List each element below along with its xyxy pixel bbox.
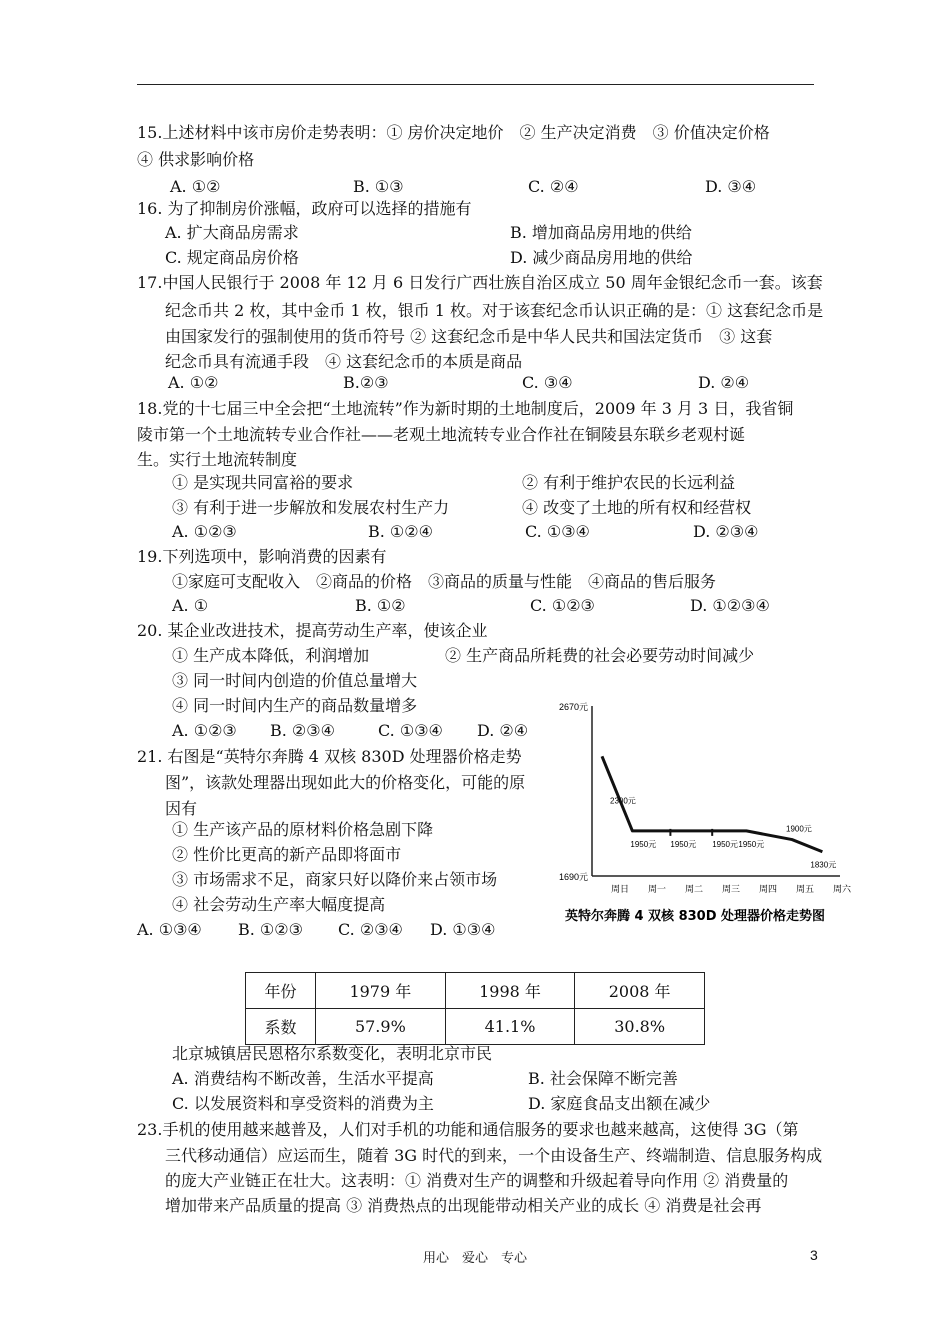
q17-stem-line1: 17.中国人民银行于 2008 年 12 月 6 日发行广西壮族自治区成立 50 周年金银纪念币一套。该套 bbox=[137, 273, 823, 292]
q21-item-1: ① 生产该产品的原材料价格急剧下降 bbox=[172, 820, 434, 839]
table-header-row bbox=[246, 973, 705, 1009]
q20-option-b[interactable]: B. ②③④ bbox=[270, 721, 335, 740]
x-tick-label: 周三 bbox=[721, 884, 741, 894]
q21-option-d[interactable]: D. ①③④ bbox=[430, 920, 496, 939]
q17-option-c[interactable]: C. ③④ bbox=[522, 373, 573, 392]
q19-option-d[interactable]: D. ①②③④ bbox=[690, 596, 770, 615]
q20-item-4: ④ 同一时间内生产的商品数量增多 bbox=[172, 696, 418, 715]
table-cell: 2008 年 bbox=[575, 973, 705, 1009]
q20-option-d[interactable]: D. ②④ bbox=[477, 721, 529, 740]
q15-option-d[interactable]: D. ③④ bbox=[705, 177, 757, 196]
data-label: 1950元 bbox=[712, 839, 738, 849]
q21-stem-line2: 图”，该款处理器出现如此大的价格变化，可能的原 bbox=[165, 773, 526, 792]
q23-stem-line1: 23.手机的使用越来越普及，人们对手机的功能和通信服务的要求也越来越高，这使得 3G（第 bbox=[137, 1120, 799, 1139]
data-label: 1900元 bbox=[786, 824, 812, 834]
table-cell: 1979 年 bbox=[316, 973, 446, 1009]
data-label: 1950元 bbox=[670, 839, 697, 849]
x-tick-label: 周日 bbox=[610, 884, 630, 894]
q15-option-a[interactable]: A. ①② bbox=[170, 177, 221, 196]
q21-option-a[interactable]: A. ①③④ bbox=[137, 920, 202, 939]
q21-item-4: ④ 社会劳动生产率大幅度提高 bbox=[172, 895, 386, 914]
q23-stem-line3: 的庞大产业链正在壮大。这表明：① 消费对生产的调整和升级起着导向作用 ② 消费量的 bbox=[165, 1171, 789, 1190]
q22-option-c[interactable]: C. 以发展资料和享受资料的消费为主 bbox=[172, 1094, 434, 1113]
footer-motto: 用心 爱心 专心 bbox=[422, 1251, 527, 1266]
q18-stem-line1: 18.党的十七届三中全会把“土地流转”作为新时期的土地制度后，2009 年 3 月 3 日，我省铜 bbox=[137, 399, 794, 418]
q16-option-b[interactable]: B. 增加商品房用地的供给 bbox=[510, 223, 692, 242]
x-tick-label: 周六 bbox=[832, 884, 852, 894]
x-tick-label: 周五 bbox=[795, 884, 815, 894]
q21-item-3: ③ 市场需求不足，商家只好以降价来占领市场 bbox=[172, 870, 498, 889]
q22-option-d[interactable]: D. 家庭食品支出额在减少 bbox=[528, 1094, 711, 1113]
q21-stem-line1: 21. 右图是“英特尔奔腾 4 双核 830D 处理器价格走势 bbox=[137, 747, 522, 766]
q18-item-1: ① 是实现共同富裕的要求 bbox=[172, 473, 354, 492]
x-tick-label: 周一 bbox=[647, 884, 667, 894]
q19-option-a[interactable]: A. ① bbox=[172, 596, 209, 615]
q17-option-a[interactable]: A. ①② bbox=[168, 373, 219, 392]
page-number: 3 bbox=[810, 1247, 818, 1263]
q20-option-a[interactable]: A. ①②③ bbox=[172, 721, 237, 740]
engel-coefficient-table bbox=[245, 972, 705, 1045]
q20-item-3: ③ 同一时间内创造的价值总量增大 bbox=[172, 671, 418, 690]
q21-stem-line3: 因有 bbox=[165, 799, 198, 818]
q23-stem-line4: 增加带来产品质量的提高 ③ 消费热点的出现能带动相关产业的成长 ④ 消费是社会再 bbox=[165, 1196, 762, 1215]
q16-option-a[interactable]: A. 扩大商品房需求 bbox=[165, 223, 299, 242]
q18-option-a[interactable]: A. ①②③ bbox=[172, 522, 237, 541]
data-label: 2300元 bbox=[610, 796, 636, 806]
q20-item-1: ① 生产成本降低，利润增加 bbox=[172, 646, 370, 665]
q19-stem: 19.下列选项中，影响消费的因素有 bbox=[137, 547, 387, 566]
q19-option-b[interactable]: B. ①② bbox=[355, 596, 406, 615]
q20-stem: 20. 某企业改进技术，提高劳动生产率，使该企业 bbox=[137, 621, 488, 640]
q17-option-b[interactable]: B.②③ bbox=[343, 373, 389, 392]
q15-option-b[interactable]: B. ①③ bbox=[353, 177, 404, 196]
q20-option-c[interactable]: C. ①③④ bbox=[378, 721, 443, 740]
q19-items: ①家庭可支配收入 ②商品的价格 ③商品的质量与性能 ④商品的售后服务 bbox=[172, 572, 717, 591]
q18-stem-line3: 生。实行土地流转制度 bbox=[137, 450, 298, 469]
q16-option-d[interactable]: D. 减少商品房用地的供给 bbox=[510, 248, 693, 267]
q19-option-c[interactable]: C. ①②③ bbox=[530, 596, 595, 615]
table-cell: 系数 bbox=[246, 1009, 316, 1045]
q20-item-2: ② 生产商品所耗费的社会必要劳动时间减少 bbox=[445, 646, 755, 665]
q22-stem: 北京城镇居民恩格尔系数变化，表明北京市民 bbox=[172, 1044, 493, 1063]
price-trend-chart bbox=[545, 690, 852, 930]
q21-option-b[interactable]: B. ①②③ bbox=[238, 920, 303, 939]
table-cell: 30.8% bbox=[575, 1009, 705, 1045]
q21-item-2: ② 性价比更高的新产品即将面市 bbox=[172, 845, 402, 864]
q18-stem-line2: 陵市第一个土地流转专业合作社——老观土地流转专业合作社在铜陵县东联乡老观村诞 bbox=[137, 425, 746, 444]
table-cell: 1998 年 bbox=[445, 973, 575, 1009]
data-label: 1830元 bbox=[810, 860, 837, 870]
x-tick-label: 周四 bbox=[758, 884, 778, 894]
chart-title: 英特尔奔腾 4 双核 830D 处理器价格走势图 bbox=[564, 909, 826, 924]
q15-stem-line2: ④ 供求影响价格 bbox=[137, 150, 255, 169]
q21-option-c[interactable]: C. ②③④ bbox=[338, 920, 403, 939]
q22-option-a[interactable]: A. 消费结构不断改善，生活水平提高 bbox=[172, 1069, 434, 1088]
table-row bbox=[246, 1009, 705, 1045]
q16-option-c[interactable]: C. 规定商品房价格 bbox=[165, 248, 299, 267]
q18-option-d[interactable]: D. ②③④ bbox=[693, 522, 759, 541]
q22-option-b[interactable]: B. 社会保障不断完善 bbox=[528, 1069, 678, 1088]
y-tick-label-top: 2670元 bbox=[558, 702, 588, 712]
y-tick-label-bottom: 1690元 bbox=[558, 872, 588, 882]
q18-item-3: ③ 有利于进一步解放和发展农村生产力 bbox=[172, 498, 450, 517]
q18-option-c[interactable]: C. ①③④ bbox=[525, 522, 590, 541]
q15-option-c[interactable]: C. ②④ bbox=[528, 177, 579, 196]
data-label: 1950元 bbox=[630, 839, 657, 849]
q17-option-d[interactable]: D. ②④ bbox=[698, 373, 750, 392]
q18-item-2: ② 有利于维护农民的长远利益 bbox=[522, 473, 736, 492]
q17-stem-line3: 由国家发行的强制使用的货币符号 ② 这套纪念币是中华人民共和国法定货币 ③ 这套 bbox=[165, 327, 773, 346]
q17-stem-line2: 纪念币共 2 枚，其中金币 1 枚，银币 1 枚。对于该套纪念币认识正确的是：① 这套纪念币是 bbox=[165, 301, 824, 320]
q18-item-4: ④ 改变了土地的所有权和经营权 bbox=[522, 498, 752, 517]
table-cell: 57.9% bbox=[316, 1009, 446, 1045]
q17-stem-line4: 纪念币具有流通手段 ④ 这套纪念币的本质是商品 bbox=[165, 352, 523, 371]
x-tick-label: 周二 bbox=[684, 884, 704, 894]
q15-stem-line1: 15.上述材料中该市房价走势表明：① 房价决定地价 ② 生产决定消费 ③ 价值决定价格 bbox=[137, 123, 770, 142]
q18-option-b[interactable]: B. ①②④ bbox=[368, 522, 433, 541]
table-cell: 41.1% bbox=[445, 1009, 575, 1045]
table-cell: 年份 bbox=[246, 973, 316, 1009]
data-label: 1950元 bbox=[738, 839, 765, 849]
q23-stem-line2: 三代移动通信）应运而生，随着 3G 时代的到来，一个由设备生产、终端制造、信息服务构成 bbox=[165, 1146, 823, 1165]
header-rule bbox=[137, 84, 814, 85]
q16-stem: 16. 为了抑制房价涨幅，政府可以选择的措施有 bbox=[137, 199, 472, 218]
